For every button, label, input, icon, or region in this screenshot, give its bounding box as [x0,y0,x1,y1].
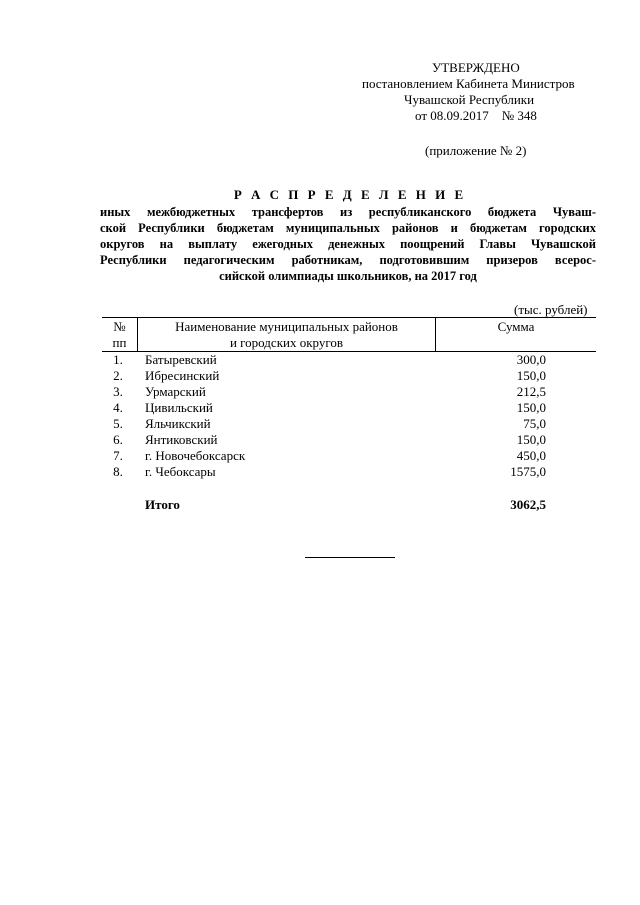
approval-republic: Чувашской Республики [404,92,535,107]
header-name [138,319,435,351]
appendix-label: (приложение № 2) [425,143,527,158]
row-number: 8. [113,464,123,479]
approval-date-number: от 08.09.2017 № 348 [415,108,537,123]
subtitle-line: сийской олимпиады школьников, на 2017 год [219,269,477,283]
row-name: Яльчикский [145,416,211,431]
subtitle-line: иных межбюджетных трансфертов из республиканского бюджета Чуваш- [100,205,596,219]
header-sum: Сумма [497,319,535,334]
row-value: 150,0 [516,400,546,415]
row-value: 450,0 [516,448,546,463]
row-name: г. Новочебоксарск [145,448,246,463]
header-name-line: и городских округов [229,335,344,350]
subtitle-line: Республики педагогическим работникам, подготовившим призеров всерос- [100,253,596,267]
header-number-abbr: пп [112,335,127,350]
header-name-line: Наименование муниципальных районов [175,319,398,334]
units-label: (тыс. рублей) [514,302,588,317]
row-number: 6. [113,432,123,447]
approval-authority: постановлением Кабинета Министров [362,76,575,91]
table-row [102,416,596,432]
row-name: Цивильский [145,400,213,415]
subtitle-line: округов на выплату ежегодных денежных поощрений Главы Чувашской [100,237,596,251]
row-number: 2. [113,368,123,383]
table-top-border [102,317,596,318]
row-name: г. Чебоксары [145,464,216,479]
row-name: Урмарский [145,384,206,399]
document-title: Р А С П Р Е Д Е Л Е Н И Е [233,187,467,202]
row-number: 3. [113,384,123,399]
table-row [102,448,596,464]
row-name: Батыревский [145,352,217,367]
row-value: 75,0 [523,416,546,431]
table-row [102,464,596,480]
approval-heading: УТВЕРЖДЕНО [432,60,520,75]
table-row [102,384,596,400]
row-value: 1575,0 [510,464,546,479]
row-name: Янтиковский [145,432,218,447]
total-row [102,497,596,513]
approval-stamp [360,60,600,124]
row-value: 150,0 [516,432,546,447]
end-separator-line [305,557,395,558]
header-number-symbol: № [113,319,126,334]
document-subtitle [100,204,596,284]
row-number: 7. [113,448,123,463]
row-number: 4. [113,400,123,415]
table-body [102,352,596,480]
row-name: Ибресинский [145,368,220,383]
row-number: 1. [113,352,123,367]
table-row [102,368,596,384]
table-row [102,352,596,368]
row-value: 150,0 [516,368,546,383]
row-value: 212,5 [516,384,546,399]
header-number [102,319,137,351]
total-label: Итого [145,497,180,512]
table-row [102,432,596,448]
total-value: 3062,5 [510,497,546,512]
table-row [102,400,596,416]
subtitle-line: ской Республики бюджетам муниципальных районов и бюджетам городских [100,221,596,235]
row-value: 300,0 [516,352,546,367]
row-number: 5. [113,416,123,431]
